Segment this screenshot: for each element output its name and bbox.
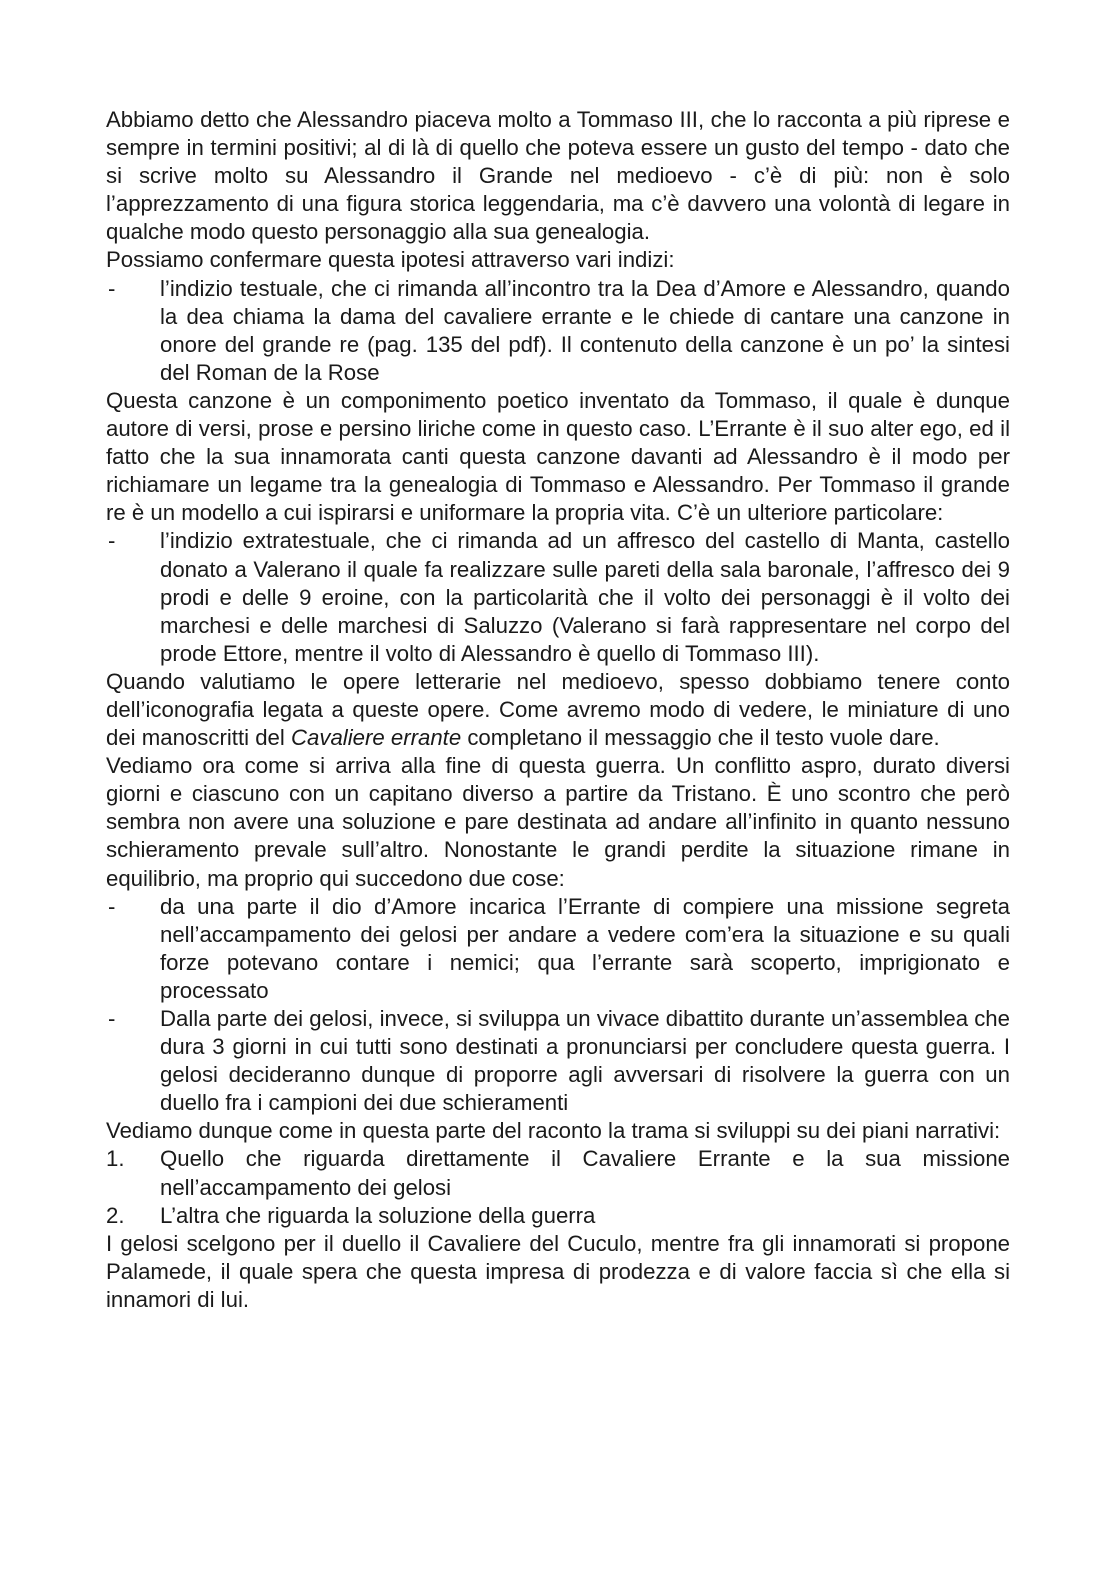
paragraph-duello: I gelosi scelgono per il duello il Cavaliere del Cuculo, mentre fra gli innamorati si propone Palamede, il quale spera che questa impresa di prodezza e di valore faccia sì che ella si innamori di lui. xyxy=(106,1230,1010,1312)
paragraph-iconografia xyxy=(106,668,1010,752)
list-marker: - xyxy=(108,1006,116,1031)
list-marker: 2. xyxy=(106,1202,125,1228)
list-marker: 1. xyxy=(106,1146,125,1172)
list-marker: - xyxy=(108,893,116,919)
paragraph-canzone: Questa canzone è un componimento poetico inventato da Tommaso, il quale è dunque autore di versi, prose e persino liriche come in questo caso. L’Errante è il suo alter ego, ed il fatto che la sua innamorata canti questa canzone davanti ad Alessandro è il modo per richiamare un legame tra la genealogia di Tommaso e Alessandro. Per Tommaso il grande re è un modello a cui ispirarsi e uniformare la propria vita. C’è un ulteriore particolare: xyxy=(106,387,1010,526)
list-indizio-extratestuale xyxy=(106,527,1010,667)
list-item-text: l’indizio extratestuale, che ci rimanda ad un affresco del castello di Manta, castello donato a Valerano il quale fa realizzare sulle pareti della sala baronale, l’affresco dei 9 prodi e delle 9 eroine, con la particolarità che il volto dei personaggi è il volto dei marchesi e delle marchesi di Saluzzo (Valerano si farà rappresentare nel corpo del prode Ettore, mentre il volto di Alessandro è quello di Tommaso III). xyxy=(160,528,1010,666)
list-piani-narrativi xyxy=(106,1145,1010,1229)
list-item xyxy=(106,893,1010,1005)
list-indizio-testuale xyxy=(106,275,1010,387)
list-item xyxy=(106,275,1010,387)
paragraph-piani-narrativi: Vediamo dunque come in questa parte del raconto la trama si sviluppi su dei piani narrativi: xyxy=(106,1118,1001,1144)
list-item-text: da una parte il dio d’Amore incarica l’Errante di compiere una missione segreta nell’accampamento dei gelosi per andare a vedere com’era la situazione e su quali forze potevano contare i nemici; qua l’errante sarà scoperto, imprigionato e processato xyxy=(160,893,1010,1003)
paragraph-iconografia-end: completano il messaggio che il testo vuole dare. xyxy=(461,725,940,751)
list-item-text: l’indizio testuale, che ci rimanda all’incontro tra la Dea d’Amore e Alessandro, quando la dea chiama la dama del cavaliere errante e le chiede di cantare una canzone in onore del grande re (pag. 135 del pdf). Il contenuto della canzone è un po’ la sintesi del Roman de la Rose xyxy=(160,275,1010,385)
list-item xyxy=(106,1005,1010,1117)
list-marker: - xyxy=(108,528,116,554)
list-due-cose xyxy=(106,893,1010,1118)
list-item xyxy=(106,527,1010,667)
list-item xyxy=(106,1145,1010,1201)
list-item-text: L’altra che riguarda la soluzione della guerra xyxy=(160,1202,596,1228)
document-page xyxy=(106,106,1010,1314)
list-marker: - xyxy=(108,275,116,301)
paragraph-alessandro-intro: Abbiamo detto che Alessandro piaceva molto a Tommaso III, che lo racconta a più riprese e sempre in termini positivi; al di là di quello che poteva essere un gusto del tempo - dato che si scrive molto su Alessandro il Grande nel medioevo - c’è di più: non è solo l’apprezzamento di una figura storica leggendaria, ma c’è davvero una volontà di legare in qualche modo questo personaggio alla sua genealogia. xyxy=(106,107,1010,245)
list-item-text: Quello che riguarda direttamente il Cavaliere Errante e la sua missione nell’accampamento dei gelosi xyxy=(160,1146,1010,1200)
list-item xyxy=(106,1202,1010,1230)
paragraph-fine-guerra: Vediamo ora come si arriva alla fine di questa guerra. Un conflitto aspro, durato diversi giorni e ciascuno con un capitano diverso a partire da Tristano. È uno scontro che però sembra non avere una soluzione e pare destinata ad andare all’infinito in quanto nessuno schieramento prevale sull’altro. Nonostante le grandi perdite la situazione rimane in equilibrio, ma proprio qui succedono due cose: xyxy=(106,753,1010,891)
paragraph-iconografia-start: Quando valutiamo le opere letterarie nel medioevo, spesso dobbiamo tenere conto dell’iconografia legata a queste opere. Come avremo modo di vedere, le miniature di uno dei manoscritti del xyxy=(106,668,1010,751)
title-cavaliere-errante: Cavaliere errante xyxy=(290,725,462,751)
list-item-text: Dalla parte dei gelosi, invece, si sviluppa un vivace dibattito durante un’assemblea che dura 3 giorni in cui tutti sono destinati a pronunciarsi per concludere questa guerra. I gelosi decideranno dunque di proporre agli avversari di risolvere la guerra con un duello fra i campioni dei due schieramenti xyxy=(160,1006,1010,1116)
paragraph-indizi-intro: Possiamo confermare questa ipotesi attraverso vari indizi: xyxy=(106,247,675,273)
